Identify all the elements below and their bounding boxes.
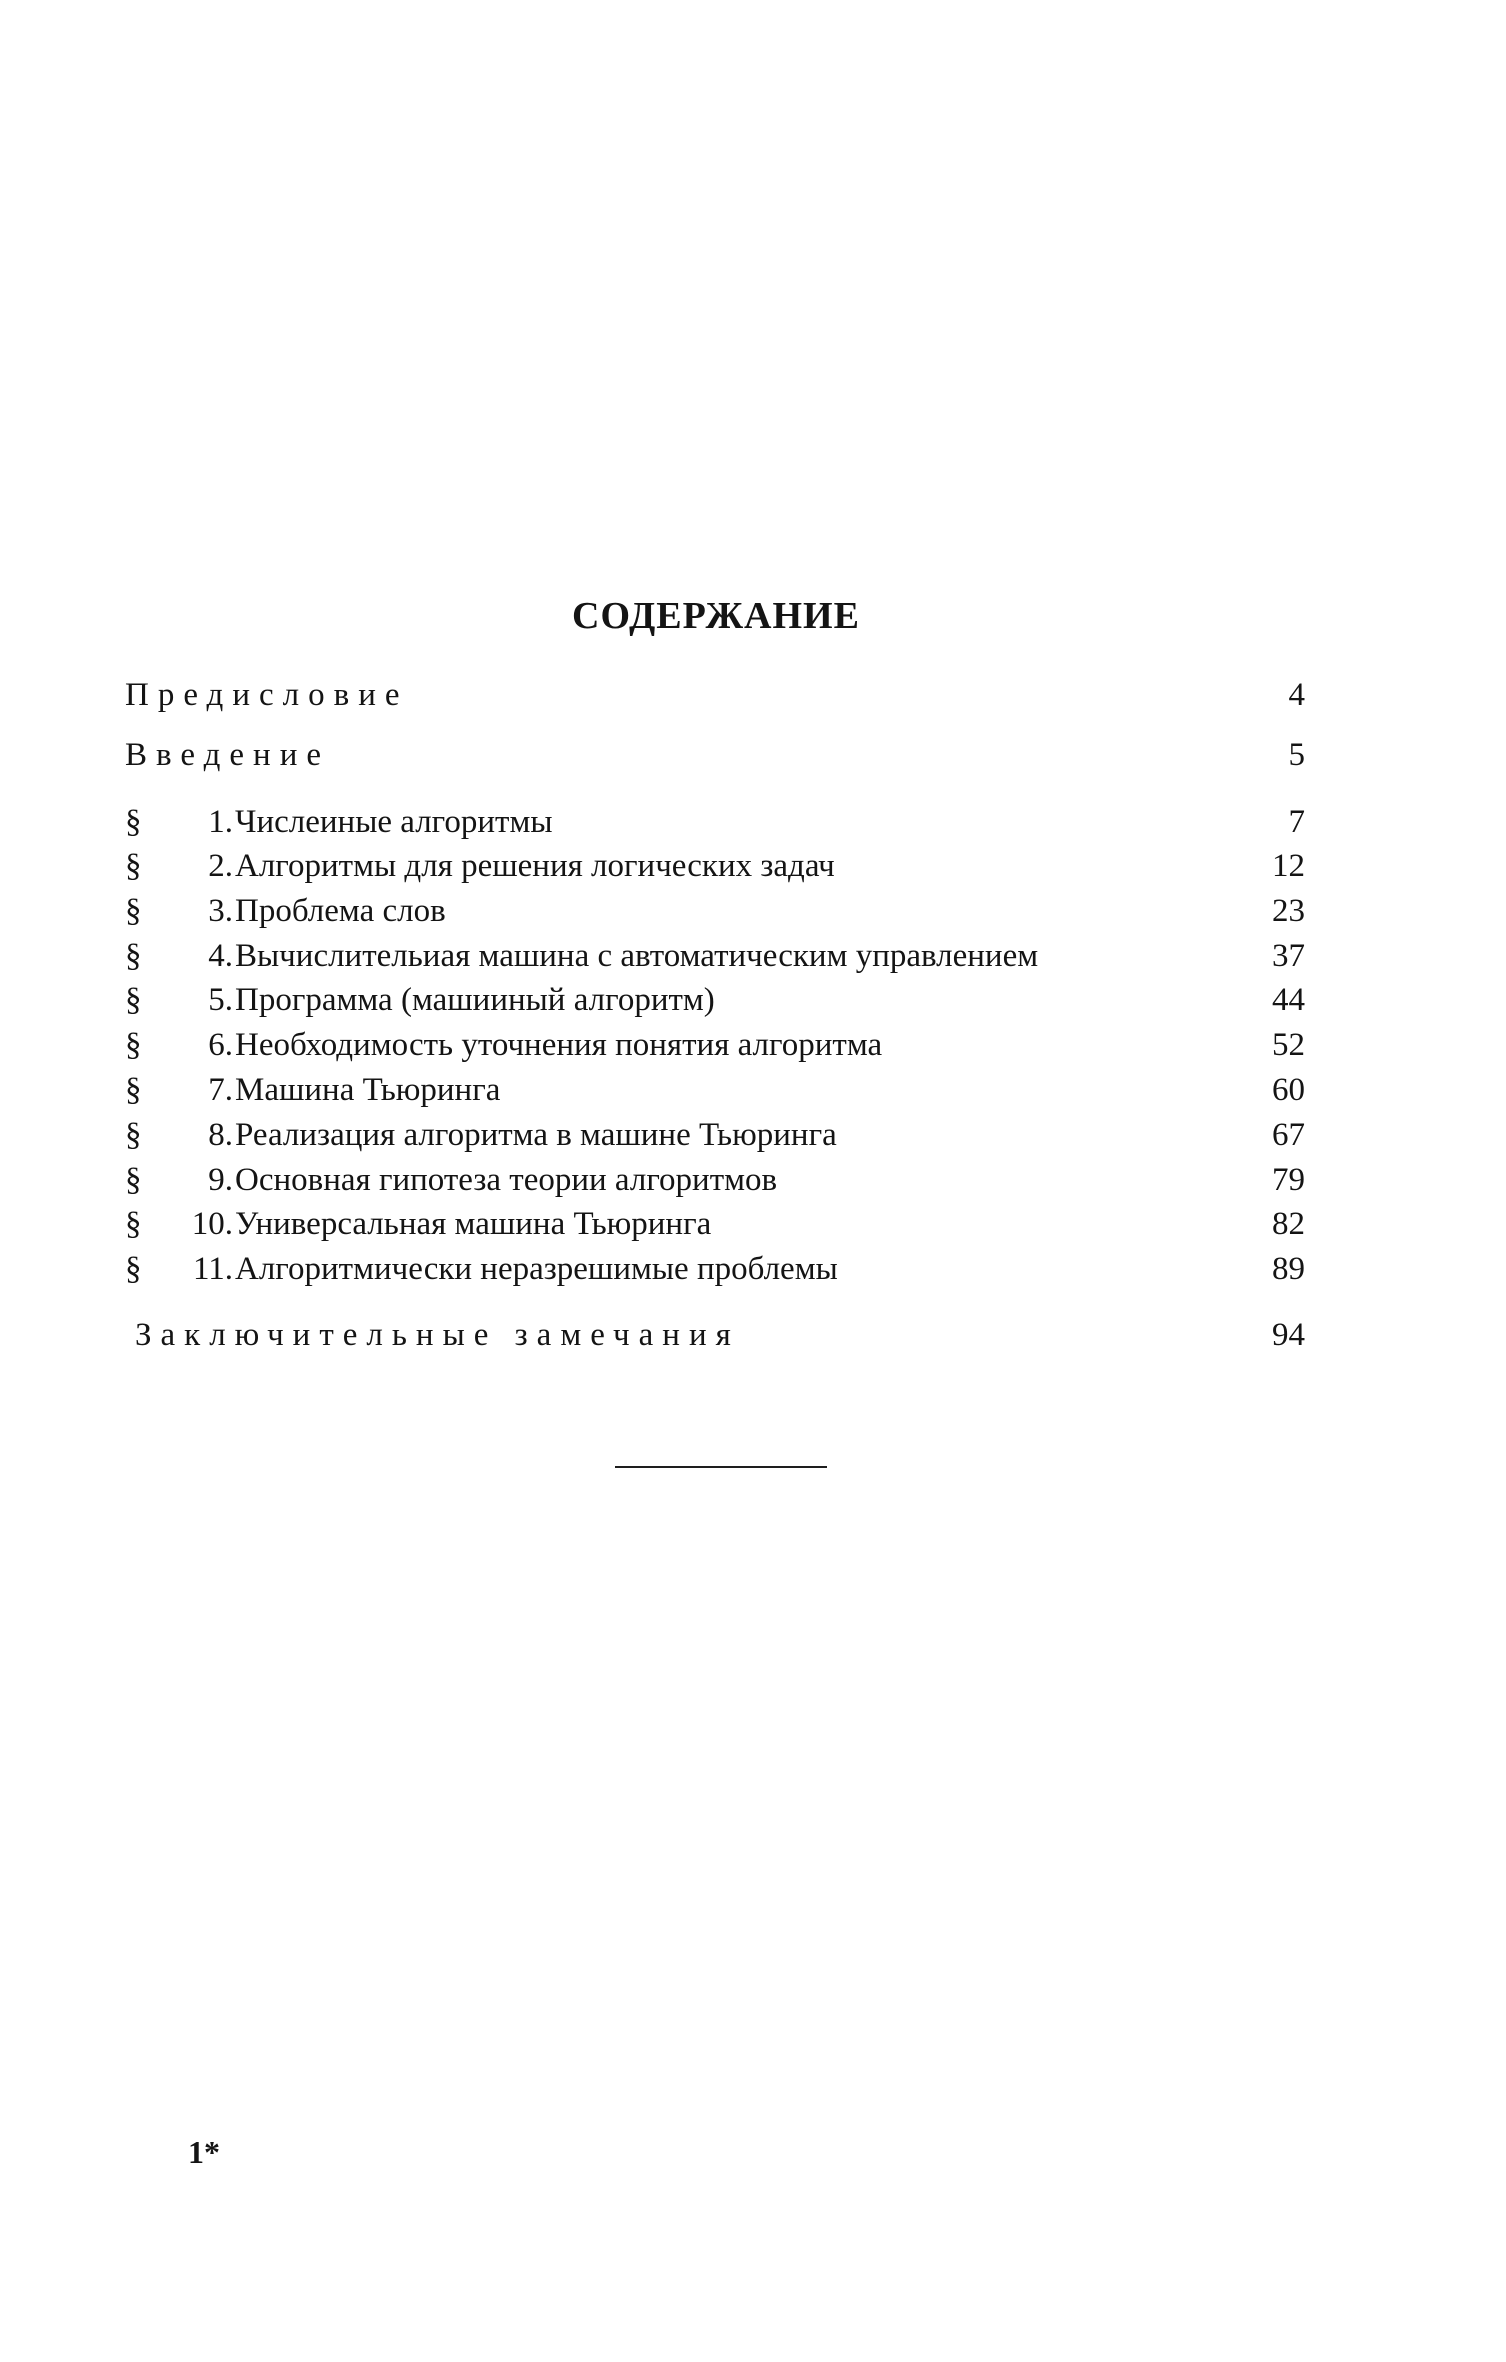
toc-entry-label: Реализация алгоритма в машине Тьюринга . . . xyxy=(235,1113,1210,1157)
section-sign: § xyxy=(125,1072,142,1108)
section-number: 9. xyxy=(208,1162,233,1198)
toc-entry-label: Основная гипотеза теории алгоритмов . . . xyxy=(235,1158,1210,1202)
toc-entry-label: Вычислительиая машина с автоматическим управлением . . . xyxy=(235,934,1210,978)
section-sign: § xyxy=(125,804,142,840)
toc-entry-section-4 xyxy=(125,934,1305,978)
toc-page-number: 7 xyxy=(1288,804,1305,840)
signature-mark: 1* xyxy=(188,2134,220,2170)
toc-entry-section-9 xyxy=(125,1158,1305,1202)
section-sign: § xyxy=(125,982,142,1018)
toc-page-number: 60 xyxy=(1272,1072,1305,1108)
toc-entry-label: Машина Тьюринга . . . xyxy=(235,1068,1210,1112)
section-number: 3. xyxy=(208,893,233,929)
section-sign: § xyxy=(125,893,142,929)
section-number: 2. xyxy=(208,848,233,884)
section-sign: § xyxy=(125,1117,142,1153)
toc-entry-label: Числеиные алгоритмы . . . xyxy=(235,800,1210,844)
section-number: 1. xyxy=(208,804,233,840)
toc-entry-label: Необходимость уточнения понятия алгоритма . . . xyxy=(235,1023,1210,1067)
toc-entry-preface xyxy=(125,673,1305,717)
section-sign: § xyxy=(125,1251,142,1287)
toc-entry-label: Предисловие . . . xyxy=(125,673,1210,717)
toc-entry-section-2 xyxy=(125,844,1305,888)
toc-page-number: 79 xyxy=(1272,1162,1305,1198)
toc-entry-section-3 xyxy=(125,889,1305,933)
toc-entry-introduction xyxy=(125,733,1305,777)
toc-page-number: 82 xyxy=(1272,1206,1305,1242)
toc-page-number: 4 xyxy=(1288,677,1305,713)
toc-entry-label: Алгоритмы для решения логических задач . . . xyxy=(235,844,1210,888)
toc-page-number: 89 xyxy=(1272,1251,1305,1287)
page-title: СОДЕРЖАНИЕ xyxy=(572,595,860,637)
toc-entry-section-1 xyxy=(125,800,1305,844)
toc-page-number: 67 xyxy=(1272,1117,1305,1153)
toc-entry-label: Проблема слов . . . xyxy=(235,889,1210,933)
section-number: 5. xyxy=(208,982,233,1018)
toc-entry-section-10 xyxy=(125,1202,1305,1246)
toc-page-number: 94 xyxy=(1272,1317,1305,1353)
section-number: 11. xyxy=(192,1251,233,1287)
toc-entry-label: Заключительные замечания . . . xyxy=(135,1313,1210,1357)
toc-entry-section-6 xyxy=(125,1023,1305,1067)
section-number: 8. xyxy=(208,1117,233,1153)
toc-page-number: 23 xyxy=(1272,893,1305,929)
section-number: 7. xyxy=(208,1072,233,1108)
toc-entry-section-7 xyxy=(125,1068,1305,1112)
toc-entry-label: Введение . . . xyxy=(125,733,1210,777)
toc-page-number: 37 xyxy=(1272,938,1305,974)
section-sign: § xyxy=(125,1027,142,1063)
section-number: 4. xyxy=(208,938,233,974)
toc-entry-section-8 xyxy=(125,1113,1305,1157)
toc-page-number: 44 xyxy=(1272,982,1305,1018)
section-number: 6. xyxy=(208,1027,233,1063)
section-sign: § xyxy=(125,1206,142,1242)
section-sign: § xyxy=(125,848,142,884)
section-sign: § xyxy=(125,938,142,974)
toc-entry-section-11 xyxy=(125,1247,1305,1291)
toc-page-number: 5 xyxy=(1288,737,1305,773)
section-sign: § xyxy=(125,1162,142,1198)
toc-entry-label: Алгоритмически неразрешимые проблемы . . . xyxy=(235,1247,1210,1291)
toc-page-number: 52 xyxy=(1272,1027,1305,1063)
toc-entry-section-5 xyxy=(125,978,1305,1022)
toc-entry-label: Универсальная машина Тьюринга . . . xyxy=(235,1202,1210,1246)
toc-entry-conclusion xyxy=(135,1313,1305,1357)
toc-page-number: 12 xyxy=(1272,848,1305,884)
closing-rule xyxy=(615,1466,827,1468)
section-number: 10. xyxy=(191,1206,233,1242)
toc-entry-label: Программа (машииный алгоритм) . . . xyxy=(235,978,1210,1022)
